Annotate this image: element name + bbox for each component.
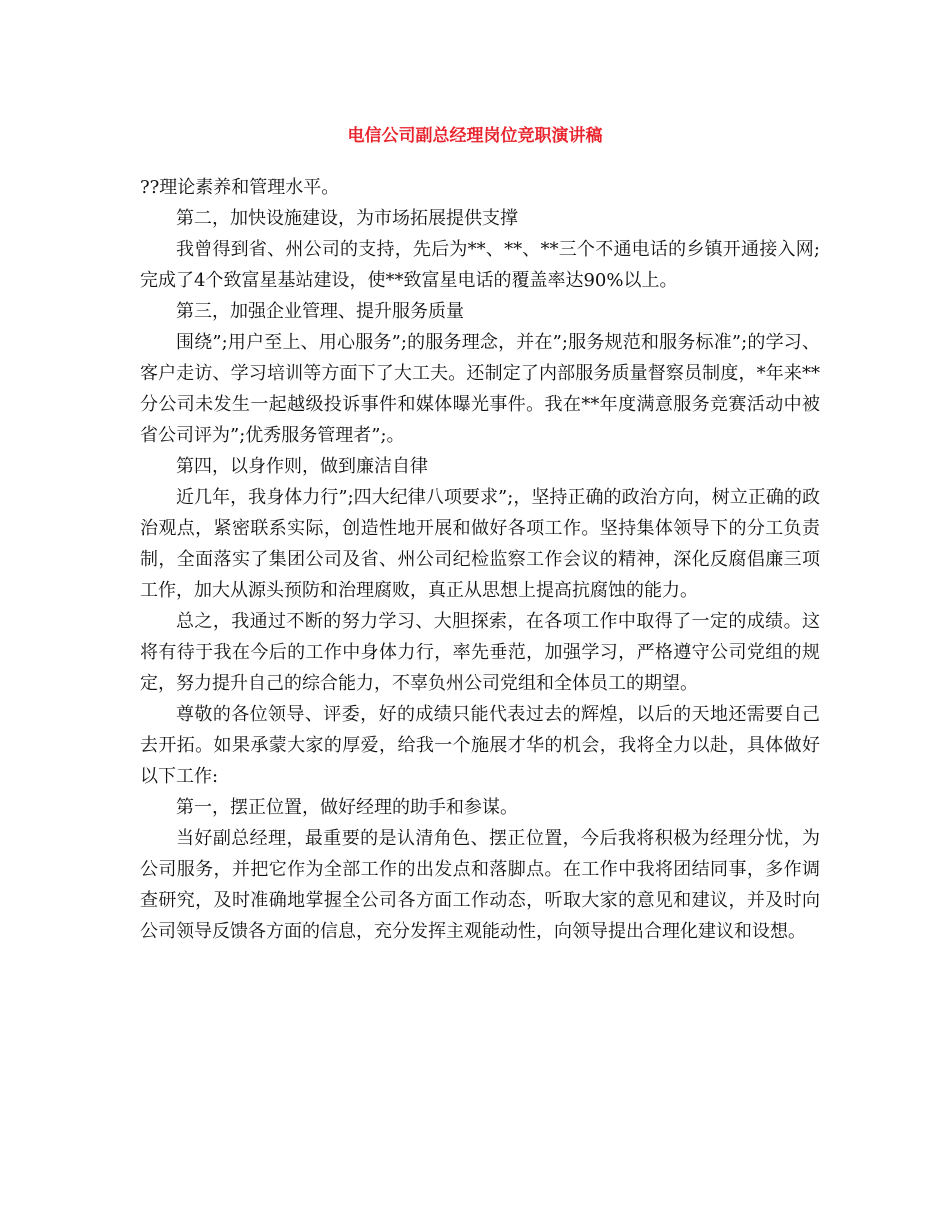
paragraph: ??理论素养和管理水平。	[140, 177, 340, 198]
paragraph: 尊敬的各位领导、评委，好的成绩只能代表过去的辉煌，以后的天地还需要自己去开拓。如果承蒙大家的厚爱，给我一个施展才华的机会，我将全力以赴，具体做好以下工作:	[140, 704, 820, 787]
section-heading: 第二，加快设施建设，为市场拓展提供支撑	[176, 208, 518, 229]
document-body	[140, 172, 820, 947]
paragraph: 围绕”;用户至上、用心服务”;的服务理念，并在”;服务规范和服务标准”;的学习、客户走访、学习培训等方面下了大工夫。还制定了内部服务质量督察员制度，*年来**分公司未发生一起越级投诉事件和媒体曝光事件。我在**年度满意服务竞赛活动中被省公司评为”;优秀服务管理者”;。	[140, 332, 820, 446]
paragraph: 我曾得到省、州公司的支持，先后为**、**、**三个不通电话的乡镇开通接入网;完成了4个致富星基站建设，使**致富星电话的覆盖率达90%以上。	[140, 239, 820, 291]
paragraph: 当好副总经理，最重要的是认清角色、摆正位置，今后我将积极为经理分忧，为公司服务，并把它作为全部工作的出发点和落脚点。在工作中我将团结同事，多作调查研究，及时准确地掌握全公司各方面工作动态，听取大家的意见和建议，并及时向公司领导反馈各方面的信息，充分发挥主观能动性，向领导提出合理化建议和设想。	[140, 828, 820, 942]
section-heading: 第一，摆正位置，做好经理的助手和参谋。	[176, 797, 518, 818]
paragraph: 近几年，我身体力行”;四大纪律八项要求”;，坚持正确的政治方向，树立正确的政治观点，紧密联系实际，创造性地开展和做好各项工作。坚持集体领导下的分工负责制，全面落实了集团公司及省、州公司纪检监察工作会议的精神，深化反腐倡廉三项工作，加大从源头预防和治理腐败，真正从思想上提高抗腐蚀的能力。	[140, 487, 820, 601]
paragraph: 总之，我通过不断的努力学习、大胆探索，在各项工作中取得了一定的成绩。这将有待于我在今后的工作中身体力行，率先垂范，加强学习，严格遵守公司党组的规定，努力提升自己的综合能力，不辜负州公司党组和全体员工的期望。	[140, 611, 820, 694]
section-heading: 第三，加强企业管理、提升服务质量	[176, 301, 464, 322]
document-title: 电信公司副总经理岗位竞职演讲稿	[347, 126, 603, 146]
section-heading: 第四，以身作则，做到廉洁自律	[176, 456, 428, 477]
